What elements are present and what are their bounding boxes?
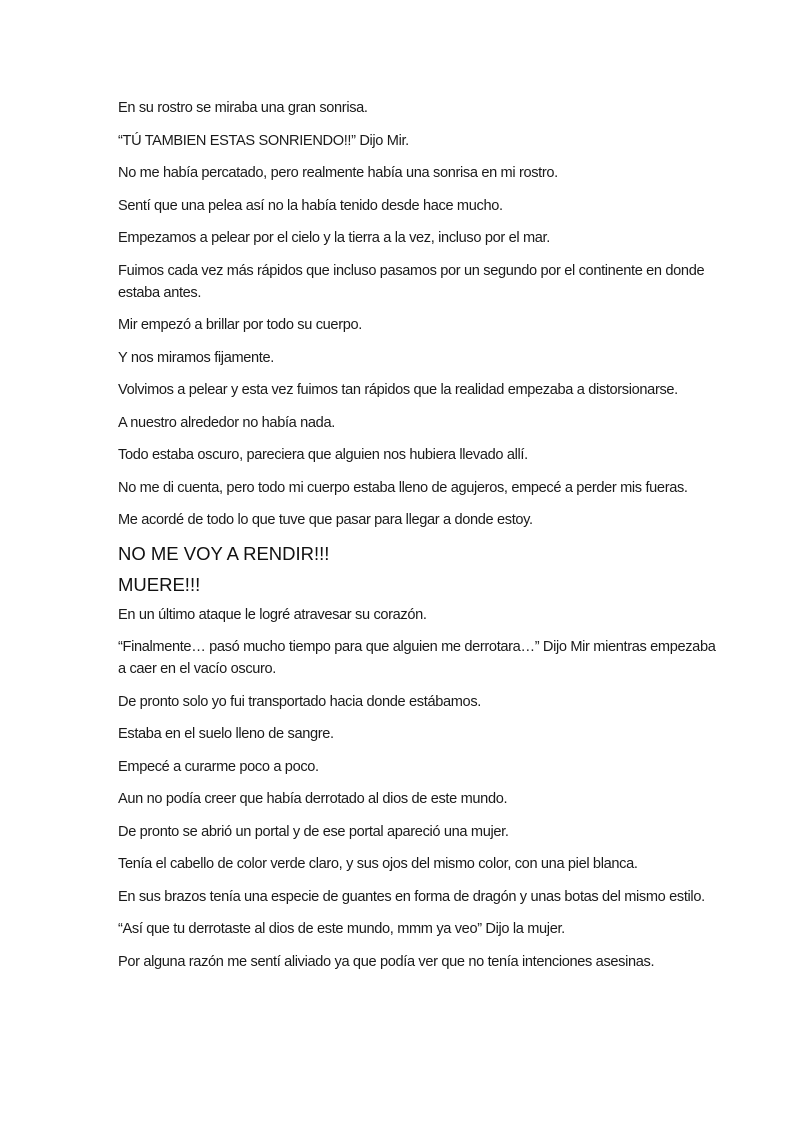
paragraph: Tenía el cabello de color verde claro, y sus ojos del mismo color, con una piel blanca. (118, 856, 638, 872)
paragraph: En un último ataque le logré atravesar su corazón. (118, 606, 427, 623)
paragraph: Empecé a curarme poco a poco. (118, 758, 319, 775)
paragraph: No me había percatado, pero realmente había una sonrisa en mi rostro. (118, 165, 558, 181)
paragraph: En su rostro se miraba una gran sonrisa. (118, 100, 368, 116)
document-body (118, 97, 718, 983)
paragraph: Volvimos a pelear y esta vez fuimos tan rápidos que la realidad empezaba a distorsionarse. (118, 382, 678, 398)
paragraph: Y nos miramos fijamente. (118, 349, 274, 366)
paragraph: A nuestro alrededor no había nada. (118, 414, 335, 431)
paragraph: Fuimos cada vez más rápidos que incluso pasamos por un segundo por el continente en donde estaba antes. (118, 262, 705, 301)
paragraph: En sus brazos tenía una especie de guantes en forma de dragón y unas botas del mismo estilo. (118, 888, 705, 905)
paragraph: Por alguna razón me sentí aliviado ya que podía ver que no tenía intenciones asesinas. (118, 953, 655, 970)
paragraph: De pronto solo yo fui transportado hacia donde estábamos. (118, 693, 481, 710)
paragraph: Todo estaba oscuro, pareciera que alguien nos hubiera llevado allí. (118, 447, 528, 463)
emphasis-heading: MUERE!!! (118, 573, 201, 595)
paragraph: Me acordé de todo lo que tuve que pasar para llegar a donde estoy. (118, 512, 533, 528)
paragraph: Aun no podía creer que había derrotado al dios de este mundo. (118, 791, 508, 807)
paragraph: De pronto se abrió un portal y de ese portal apareció una mujer. (118, 823, 509, 840)
paragraph: “Finalmente… pasó mucho tiempo para que alguien me derrotara…” Dijo Mir mientras empezaba a caer en el vacío oscuro. (118, 639, 716, 677)
paragraph: Sentí que una pelea así no la había tenido desde hace mucho. (118, 197, 503, 214)
paragraph: No me di cuenta, pero todo mi cuerpo estaba lleno de agujeros, empecé a perder mis fueras. (118, 479, 688, 496)
paragraph: Mir empezó a brillar por todo su cuerpo. (118, 317, 362, 333)
paragraph: “TÚ TAMBIEN ESTAS SONRIENDO!!” Dijo Mir. (118, 132, 409, 149)
paragraph: Empezamos a pelear por el cielo y la tierra a la vez, incluso por el mar. (118, 230, 550, 246)
emphasis-heading: NO ME VOY A RENDIR!!! (118, 542, 330, 564)
paragraph: “Así que tu derrotaste al dios de este mundo, mmm ya veo” Dijo la mujer. (118, 921, 565, 937)
paragraph: Estaba en el suelo lleno de sangre. (118, 726, 334, 742)
